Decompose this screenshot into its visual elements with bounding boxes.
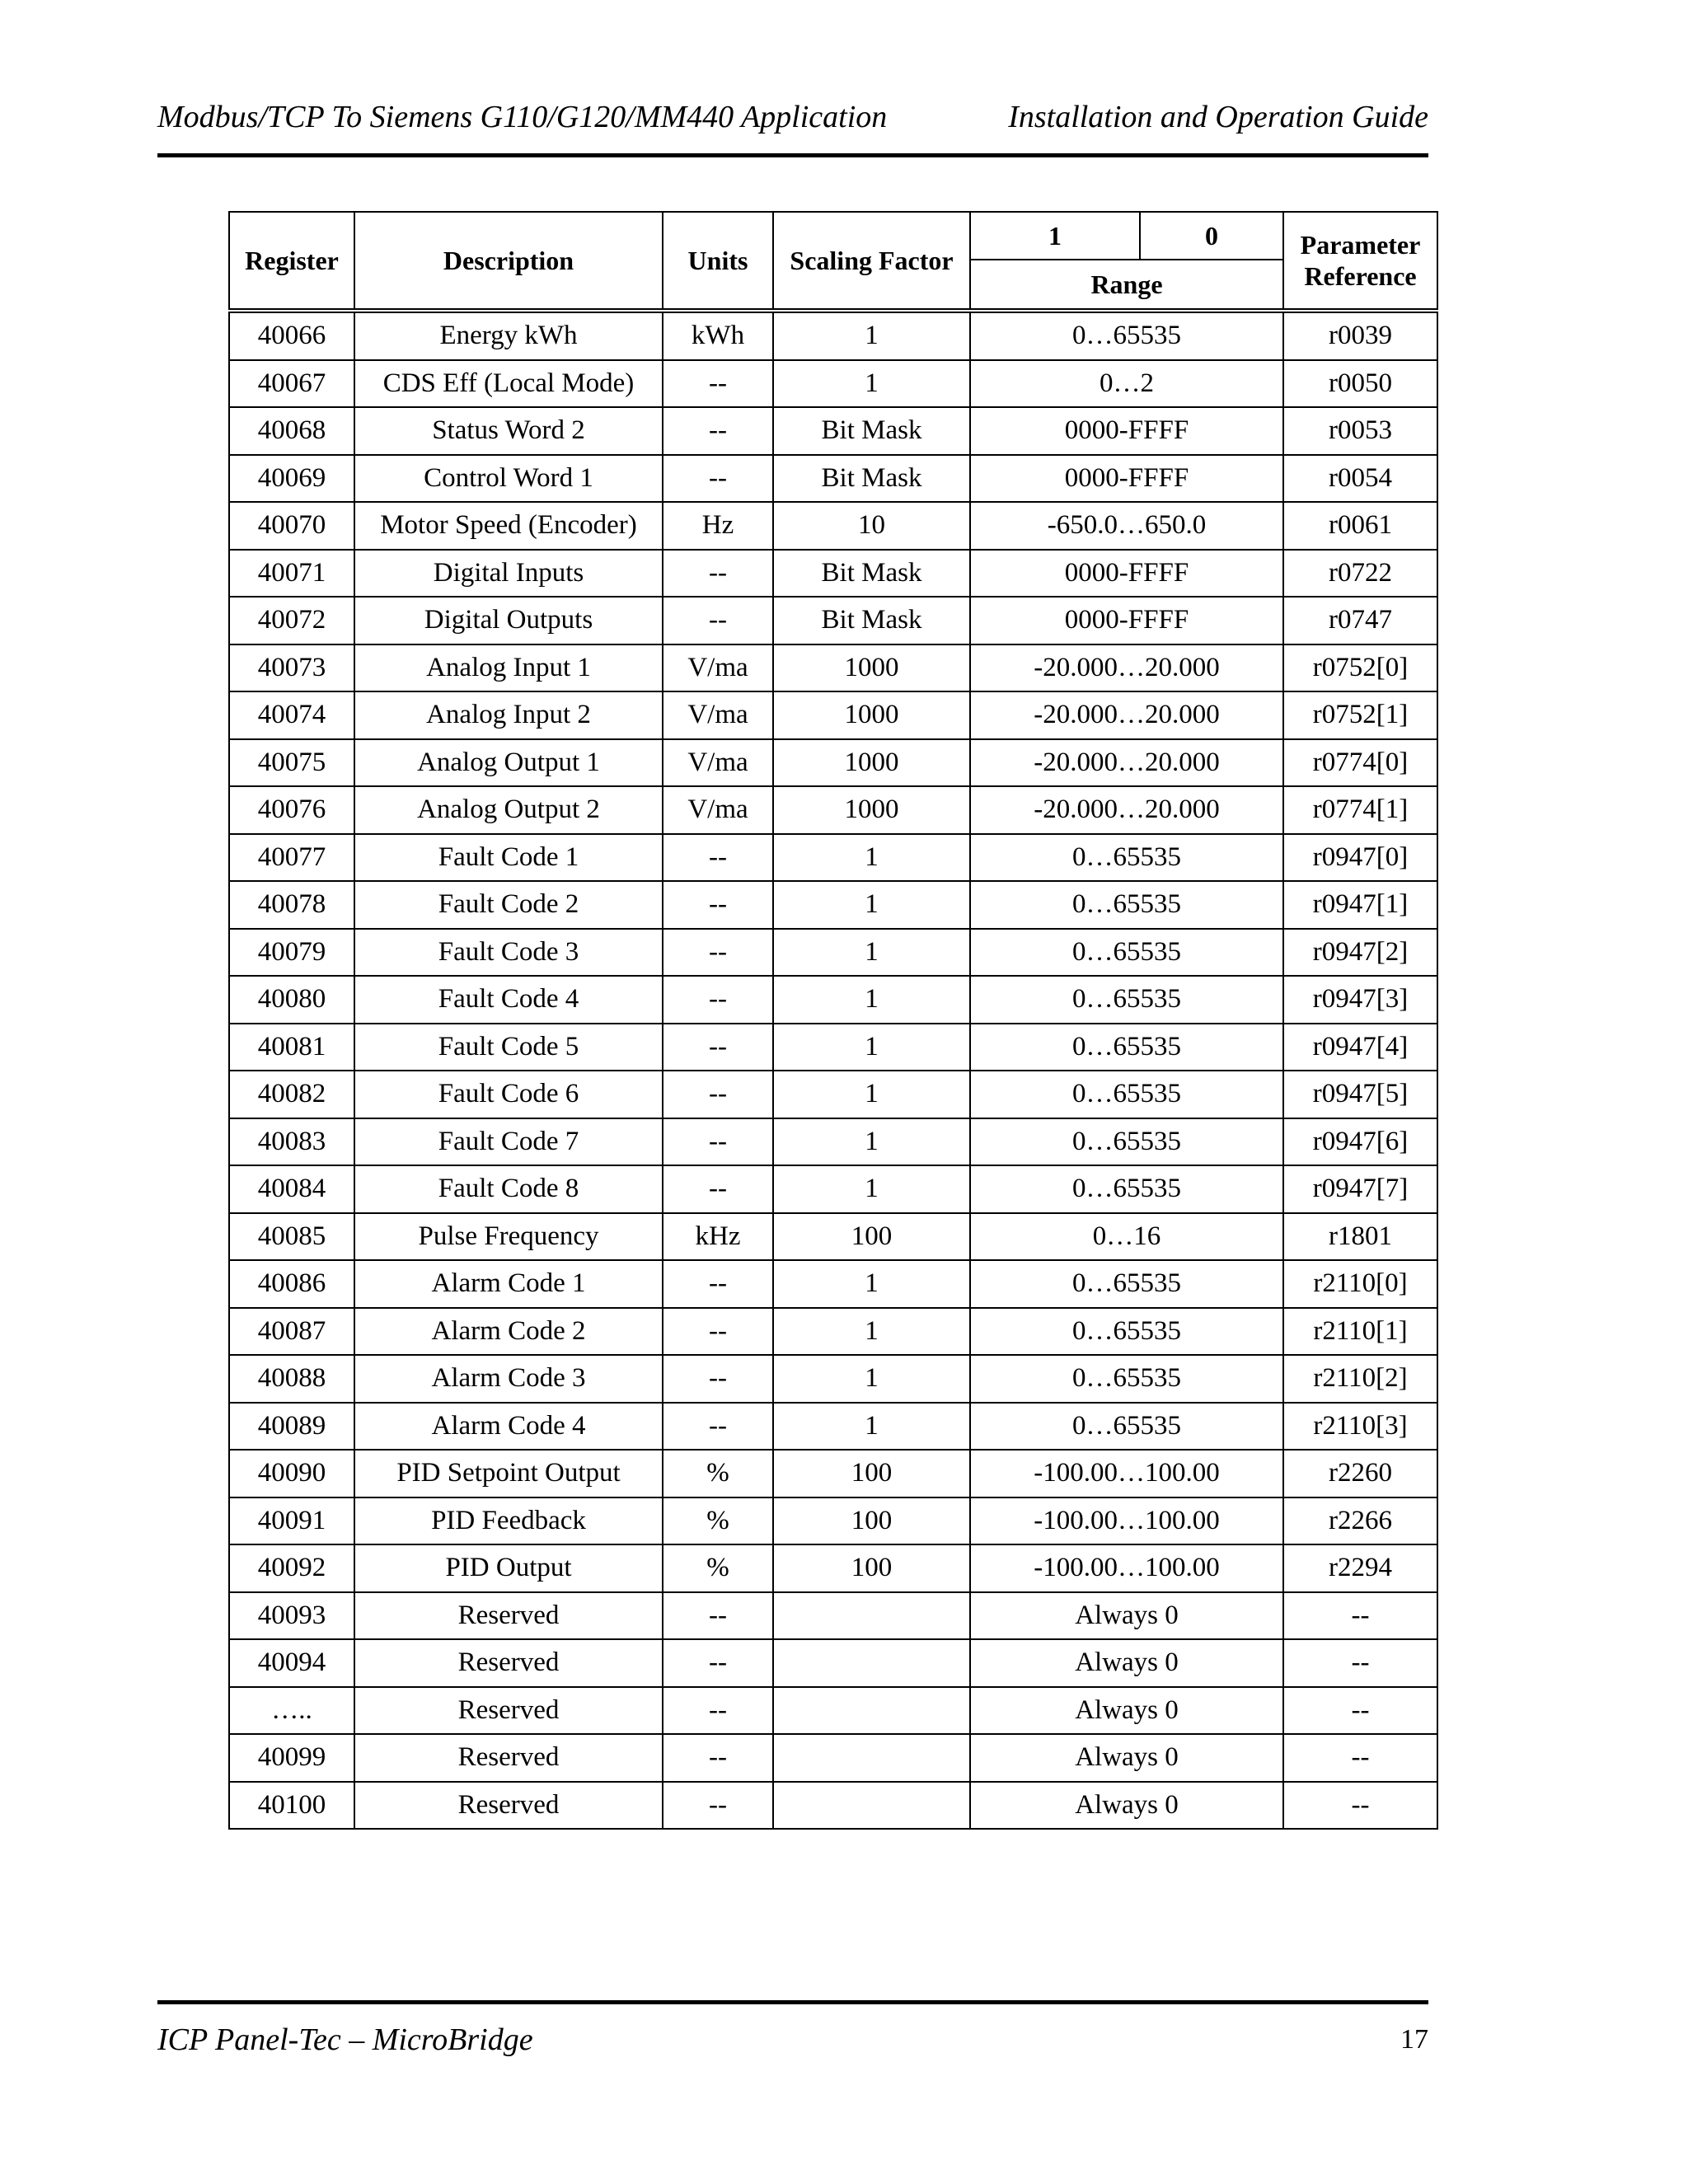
cell-register: 40088 [229,1355,354,1403]
cell-scaling-factor: 1000 [773,739,970,787]
cell-units: V/ma [663,644,773,692]
cell-range: -20.000…20.000 [970,786,1283,834]
cell-parameter-reference: -- [1283,1687,1437,1735]
cell-range: 0000-FFFF [970,455,1283,503]
cell-parameter-reference: -- [1283,1592,1437,1640]
table-row [229,929,1437,977]
cell-scaling-factor: 1000 [773,644,970,692]
cell-parameter-reference: -- [1283,1782,1437,1830]
cell-units: % [663,1497,773,1545]
cell-range: -100.00…100.00 [970,1450,1283,1497]
table-row [229,455,1437,503]
cell-units: -- [663,1592,773,1640]
table-row [229,1024,1437,1071]
cell-description: Reserved [354,1782,663,1830]
cell-units: -- [663,1734,773,1782]
cell-units: -- [663,1687,773,1735]
table-row [229,691,1437,739]
cell-register: 40090 [229,1450,354,1497]
cell-scaling-factor: Bit Mask [773,407,970,455]
cell-range: 0…2 [970,360,1283,408]
table-row [229,1308,1437,1356]
page-footer [157,2011,1428,2069]
cell-units: -- [663,976,773,1024]
cell-units: -- [663,360,773,408]
cell-register: 40073 [229,644,354,692]
table-row [229,1639,1437,1687]
table-row [229,550,1437,598]
cell-description: Digital Outputs [354,597,663,644]
cell-range: 0…65535 [970,1071,1283,1118]
cell-register: 40099 [229,1734,354,1782]
table-row [229,881,1437,929]
cell-parameter-reference: r0747 [1283,597,1437,644]
cell-register: 40072 [229,597,354,644]
cell-units: -- [663,407,773,455]
table-row [229,1734,1437,1782]
cell-scaling-factor: Bit Mask [773,550,970,598]
cell-units: V/ma [663,786,773,834]
cell-description: Fault Code 5 [354,1024,663,1071]
cell-range: -650.0…650.0 [970,502,1283,550]
cell-range: 0000-FFFF [970,407,1283,455]
table-row [229,1165,1437,1213]
cell-units: -- [663,1118,773,1166]
table-row [229,1592,1437,1640]
cell-units: V/ma [663,691,773,739]
cell-description: Analog Output 2 [354,786,663,834]
cell-description: Fault Code 8 [354,1165,663,1213]
cell-units: -- [663,455,773,503]
cell-scaling-factor [773,1687,970,1735]
cell-units: -- [663,1260,773,1308]
table-row [229,644,1437,692]
cell-parameter-reference: r0947[6] [1283,1118,1437,1166]
cell-parameter-reference: r0053 [1283,407,1437,455]
cell-description: Reserved [354,1592,663,1640]
cell-units: -- [663,1782,773,1830]
cell-scaling-factor [773,1734,970,1782]
cell-register: 40091 [229,1497,354,1545]
cell-scaling-factor [773,1782,970,1830]
cell-units: kHz [663,1213,773,1261]
cell-units: -- [663,1024,773,1071]
cell-scaling-factor: 1 [773,1403,970,1451]
cell-scaling-factor: 1 [773,1308,970,1356]
cell-description: Analog Output 1 [354,739,663,787]
cell-scaling-factor [773,1639,970,1687]
cell-units: % [663,1450,773,1497]
cell-units: -- [663,881,773,929]
cell-register: 40077 [229,834,354,882]
col-header-range: Range [970,260,1283,311]
table-row [229,1213,1437,1261]
cell-register: 40084 [229,1165,354,1213]
cell-range: 0…65535 [970,1165,1283,1213]
cell-description: Alarm Code 3 [354,1355,663,1403]
cell-parameter-reference: r0947[3] [1283,976,1437,1024]
cell-register: 40078 [229,881,354,929]
table-row [229,1403,1437,1451]
cell-register: 40066 [229,311,354,360]
cell-parameter-reference: r0947[1] [1283,881,1437,929]
cell-scaling-factor: 100 [773,1450,970,1497]
cell-register: 40080 [229,976,354,1024]
col-header-scaling-factor: Scaling Factor [773,212,970,311]
cell-parameter-reference: r0039 [1283,311,1437,360]
cell-description: Control Word 1 [354,455,663,503]
cell-units: -- [663,550,773,598]
cell-parameter-reference: r2110[2] [1283,1355,1437,1403]
cell-register: 40081 [229,1024,354,1071]
cell-range: 0…65535 [970,1308,1283,1356]
cell-units: Hz [663,502,773,550]
cell-register: 40079 [229,929,354,977]
cell-scaling-factor: 1 [773,1260,970,1308]
cell-scaling-factor: 1 [773,360,970,408]
table-row [229,1687,1437,1735]
cell-scaling-factor: 1 [773,1118,970,1166]
cell-description: PID Feedback [354,1497,663,1545]
cell-register: 40100 [229,1782,354,1830]
cell-units: % [663,1544,773,1592]
cell-register: 40085 [229,1213,354,1261]
cell-parameter-reference: r1801 [1283,1213,1437,1261]
cell-scaling-factor: 1000 [773,786,970,834]
cell-units: kWh [663,311,773,360]
register-table [228,211,1438,1830]
cell-parameter-reference: r2260 [1283,1450,1437,1497]
cell-register: 40082 [229,1071,354,1118]
table-row [229,1497,1437,1545]
cell-range: 0…65535 [970,834,1283,882]
cell-range: -100.00…100.00 [970,1497,1283,1545]
cell-register: 40094 [229,1639,354,1687]
footer-product-name: ICP Panel-Tec – MicroBridge [157,2022,533,2057]
col-header-parameter-reference: Parameter Reference [1283,212,1437,311]
cell-units: -- [663,597,773,644]
cell-range: Always 0 [970,1782,1283,1830]
cell-scaling-factor: Bit Mask [773,455,970,503]
cell-range: -20.000…20.000 [970,739,1283,787]
cell-scaling-factor: 1 [773,881,970,929]
cell-parameter-reference: r0050 [1283,360,1437,408]
table-row [229,1260,1437,1308]
cell-register: 40071 [229,550,354,598]
page-number: 17 [1400,2024,1428,2055]
cell-scaling-factor: 100 [773,1544,970,1592]
cell-units: -- [663,1355,773,1403]
cell-parameter-reference: r0722 [1283,550,1437,598]
table-row [229,407,1437,455]
page-header [157,92,1428,142]
cell-parameter-reference: r0752[1] [1283,691,1437,739]
table-row [229,502,1437,550]
cell-range: 0…65535 [970,881,1283,929]
cell-scaling-factor: 10 [773,502,970,550]
cell-range: Always 0 [970,1639,1283,1687]
cell-units: -- [663,1165,773,1213]
cell-range: Always 0 [970,1687,1283,1735]
col-header-units: Units [663,212,773,311]
cell-scaling-factor [773,1592,970,1640]
cell-range: Always 0 [970,1734,1283,1782]
cell-register: 40068 [229,407,354,455]
cell-range: 0…65535 [970,1024,1283,1071]
cell-parameter-reference: r0947[2] [1283,929,1437,977]
cell-register: 40086 [229,1260,354,1308]
cell-description: Fault Code 4 [354,976,663,1024]
table-row [229,360,1437,408]
cell-scaling-factor: 1000 [773,691,970,739]
cell-scaling-factor: 100 [773,1213,970,1261]
table-row [229,739,1437,787]
cell-range: 0…65535 [970,1260,1283,1308]
cell-scaling-factor: 1 [773,1355,970,1403]
cell-parameter-reference: r0774[1] [1283,786,1437,834]
col-header-bit-0: 0 [1140,212,1283,260]
table-row [229,1450,1437,1497]
cell-description: Pulse Frequency [354,1213,663,1261]
header-guide-title: Installation and Operation Guide [1008,100,1428,134]
table-row [229,1118,1437,1166]
col-header-description: Description [354,212,663,311]
cell-scaling-factor: Bit Mask [773,597,970,644]
cell-parameter-reference: r0061 [1283,502,1437,550]
table-row [229,834,1437,882]
cell-range: 0…65535 [970,1355,1283,1403]
cell-description: Reserved [354,1687,663,1735]
table-row [229,597,1437,644]
cell-description: Reserved [354,1639,663,1687]
cell-register: 40075 [229,739,354,787]
cell-range: 0000-FFFF [970,550,1283,598]
cell-units: -- [663,1403,773,1451]
cell-register: 40069 [229,455,354,503]
cell-description: Fault Code 7 [354,1118,663,1166]
cell-description: Fault Code 1 [354,834,663,882]
cell-description: Alarm Code 1 [354,1260,663,1308]
cell-scaling-factor: 1 [773,1165,970,1213]
cell-range: -20.000…20.000 [970,691,1283,739]
cell-parameter-reference: -- [1283,1734,1437,1782]
cell-range: Always 0 [970,1592,1283,1640]
cell-description: Fault Code 6 [354,1071,663,1118]
cell-parameter-reference: r0054 [1283,455,1437,503]
cell-range: 0…65535 [970,929,1283,977]
cell-register: 40083 [229,1118,354,1166]
cell-parameter-reference: r0947[4] [1283,1024,1437,1071]
cell-register: 40089 [229,1403,354,1451]
cell-range: 0…65535 [970,311,1283,360]
cell-units: -- [663,1308,773,1356]
cell-parameter-reference: r2266 [1283,1497,1437,1545]
cell-range: 0…65535 [970,1118,1283,1166]
cell-description: CDS Eff (Local Mode) [354,360,663,408]
cell-description: Digital Inputs [354,550,663,598]
cell-parameter-reference: r0947[5] [1283,1071,1437,1118]
cell-description: Fault Code 3 [354,929,663,977]
table-row [229,786,1437,834]
cell-register: 40074 [229,691,354,739]
cell-scaling-factor: 1 [773,834,970,882]
cell-description: Fault Code 2 [354,881,663,929]
table-row [229,1544,1437,1592]
header-title: Modbus/TCP To Siemens G110/G120/MM440 Application [157,100,888,134]
cell-parameter-reference: r0947[0] [1283,834,1437,882]
col-header-register: Register [229,212,354,311]
table-row [229,976,1437,1024]
cell-scaling-factor: 1 [773,311,970,360]
cell-description: Alarm Code 4 [354,1403,663,1451]
table-row [229,1071,1437,1118]
cell-range: 0…65535 [970,976,1283,1024]
table-row [229,311,1437,360]
cell-parameter-reference: r0774[0] [1283,739,1437,787]
cell-register: 40093 [229,1592,354,1640]
cell-scaling-factor: 1 [773,929,970,977]
cell-description: PID Setpoint Output [354,1450,663,1497]
table-header [229,212,1437,311]
cell-range: 0…65535 [970,1403,1283,1451]
cell-register: 40076 [229,786,354,834]
cell-register: 40087 [229,1308,354,1356]
cell-register: 40070 [229,502,354,550]
cell-units: V/ma [663,739,773,787]
cell-description: Status Word 2 [354,407,663,455]
cell-scaling-factor: 1 [773,1024,970,1071]
cell-units: -- [663,834,773,882]
cell-range: -100.00…100.00 [970,1544,1283,1592]
table-row [229,1355,1437,1403]
table-body [229,311,1437,1829]
cell-units: -- [663,929,773,977]
cell-units: -- [663,1639,773,1687]
cell-register: ….. [229,1687,354,1735]
cell-scaling-factor: 100 [773,1497,970,1545]
cell-parameter-reference: -- [1283,1639,1437,1687]
cell-register: 40067 [229,360,354,408]
header-rule [157,153,1428,157]
cell-description: Analog Input 2 [354,691,663,739]
cell-description: Analog Input 1 [354,644,663,692]
cell-parameter-reference: r2110[0] [1283,1260,1437,1308]
cell-units: -- [663,1071,773,1118]
cell-scaling-factor: 1 [773,976,970,1024]
footer-rule [157,2000,1428,2004]
cell-register: 40092 [229,1544,354,1592]
cell-range: 0…16 [970,1213,1283,1261]
cell-scaling-factor: 1 [773,1071,970,1118]
cell-parameter-reference: r0947[7] [1283,1165,1437,1213]
cell-description: Alarm Code 2 [354,1308,663,1356]
cell-description: Energy kWh [354,311,663,360]
cell-parameter-reference: r2110[1] [1283,1308,1437,1356]
cell-parameter-reference: r0752[0] [1283,644,1437,692]
cell-parameter-reference: r2110[3] [1283,1403,1437,1451]
cell-parameter-reference: r2294 [1283,1544,1437,1592]
cell-description: Reserved [354,1734,663,1782]
table-row [229,1782,1437,1830]
col-header-bit-1: 1 [970,212,1140,260]
cell-range: -20.000…20.000 [970,644,1283,692]
cell-range: 0000-FFFF [970,597,1283,644]
cell-description: Motor Speed (Encoder) [354,502,663,550]
cell-description: PID Output [354,1544,663,1592]
